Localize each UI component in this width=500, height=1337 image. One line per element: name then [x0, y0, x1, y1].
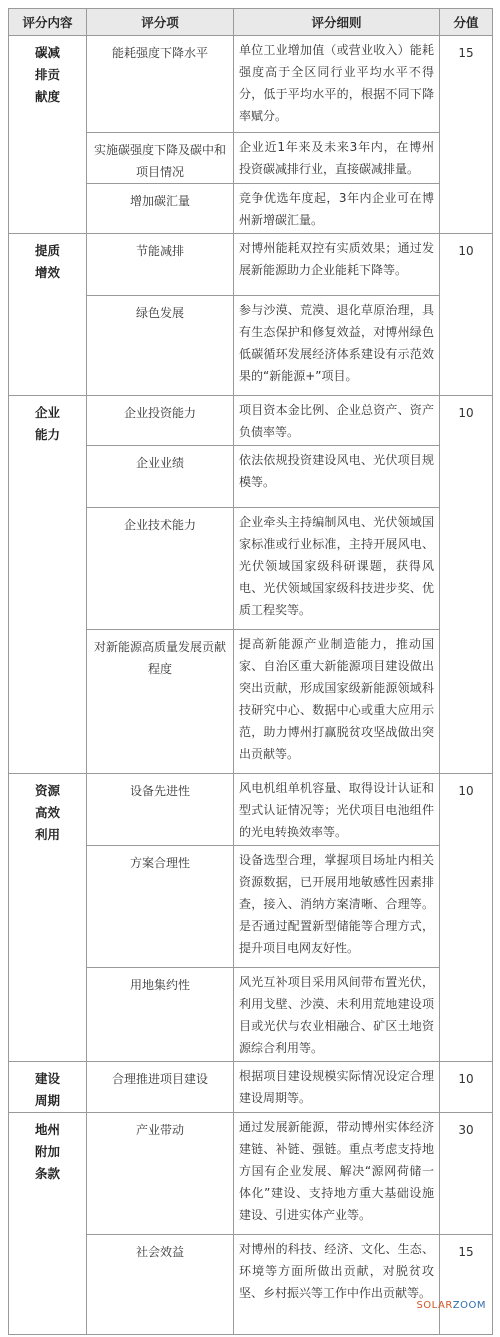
category-cell: 碳减 排贡 献度 [9, 36, 87, 234]
item-cell: 方案合理性 [87, 846, 234, 968]
item-cell: 对新能源高质量发展贡献程度 [87, 630, 234, 774]
item-cell: 设备先进性 [87, 774, 234, 846]
scoring-table [8, 8, 493, 1335]
category-cell: 建设 周期 [9, 1062, 87, 1113]
header-item: 评分项 [87, 9, 234, 36]
detail-cell: 风光互补项目采用风间带布置光伏，利用戈壁、沙漠、未利用荒地建设项目或光伏与农业相融合、矿区土地资源综合利用等。 [234, 968, 440, 1062]
detail-cell: 提高新能源产业制造能力，推动国家、自治区重大新能源项目建设做出突出贡献，形成国家级新能源领域科技研究中心、数据中心或重大应用示范，助力博州打赢脱贫攻坚战做出突出贡献等。 [234, 630, 440, 774]
item-cell: 实施碳强度下降及碳中和项目情况 [87, 133, 234, 184]
item-cell: 社会效益 [87, 1235, 234, 1335]
score-cell: 10 [440, 1062, 493, 1113]
detail-cell: 项目资本金比例、企业总资产、资产负债率等。 [234, 396, 440, 446]
score-cell: 15 [440, 36, 493, 234]
category-cell: 企业 能力 [9, 396, 87, 774]
item-cell: 节能减排 [87, 234, 234, 296]
detail-cell: 企业牵头主持编制风电、光伏领域国家标准或行业标准，主持开展风电、光伏领域国家级科研课题，获得风电、光伏领域国家级科技进步奖、优质工程奖等。 [234, 508, 440, 630]
item-cell: 绿色发展 [87, 296, 234, 396]
table-row [9, 1062, 493, 1113]
item-cell: 用地集约性 [87, 968, 234, 1062]
table-row [9, 1113, 493, 1235]
detail-cell: 通过发展新能源，带动博州实体经济建链、补链、强链。重点考虑支持地方国有企业发展、解决“源网荷储一体化”建设、支持地方重大基础设施建设、引进实体产业等。 [234, 1113, 440, 1235]
category-cell: 地州 附加 条款 [9, 1113, 87, 1335]
category-cell: 资源 高效 利用 [9, 774, 87, 1062]
detail-cell: 根据项目建设规模实际情况设定合理建设周期等。 [234, 1062, 440, 1113]
detail-cell: 依法依规投资建设风电、光伏项目规模等。 [234, 446, 440, 508]
item-cell: 产业带动 [87, 1113, 234, 1235]
score-cell: 30 [440, 1113, 493, 1235]
item-cell: 企业技术能力 [87, 508, 234, 630]
score-cell: 15 [440, 1235, 493, 1335]
detail-cell: 对博州能耗双控有实质效果；通过发展新能源助力企业能耗下降等。 [234, 234, 440, 296]
score-cell: 10 [440, 234, 493, 396]
item-cell: 企业投资能力 [87, 396, 234, 446]
item-cell: 合理推进项目建设 [87, 1062, 234, 1113]
solarzoom-watermark: SOLARZOOM [416, 1300, 486, 1311]
detail-cell: 企业近1年来及未来3年内，在博州投资碳减排行业，直接碳减排量。 [234, 133, 440, 184]
score-cell: 10 [440, 396, 493, 774]
item-cell: 能耗强度下降水平 [87, 36, 234, 133]
item-cell: 增加碳汇量 [87, 184, 234, 234]
table-row [9, 36, 493, 133]
score-cell: 10 [440, 774, 493, 1062]
detail-cell: 对博州的科技、经济、文化、生态、环境等方面所做出贡献，对脱贫攻坚、乡村振兴等工作中作出贡献等。 [234, 1235, 440, 1335]
header-detail: 评分细则 [234, 9, 440, 36]
detail-cell: 单位工业增加值（或营业收入）能耗强度高于全区同行业平均水平不得分，低于平均水平的，根据不同下降率赋分。 [234, 36, 440, 133]
detail-cell: 设备选型合理，掌握项目场址内相关资源数据，已开展用地敏感性因素排查，接入、消纳方案清晰、合理等。是否通过配置新型储能等合理方式，提升项目电网友好性。 [234, 846, 440, 968]
header-category: 评分内容 [9, 9, 87, 36]
detail-cell: 风电机组单机容量、取得设计认证和型式认证情况等；光伏项目电池组件的光电转换效率等。 [234, 774, 440, 846]
category-cell: 提质 增效 [9, 234, 87, 396]
detail-cell: 参与沙漠、荒漠、退化草原治理，具有生态保护和修复效益，对博州绿色低碳循环发展经济体系建设有示范效果的“新能源+”项目。 [234, 296, 440, 396]
detail-cell: 竞争优选年度起，3年内企业可在博州新增碳汇量。 [234, 184, 440, 234]
table-row [9, 396, 493, 446]
table-header-row [9, 9, 493, 36]
header-score: 分值 [440, 9, 493, 36]
table-row [9, 234, 493, 296]
item-cell: 企业业绩 [87, 446, 234, 508]
table-row [9, 774, 493, 846]
